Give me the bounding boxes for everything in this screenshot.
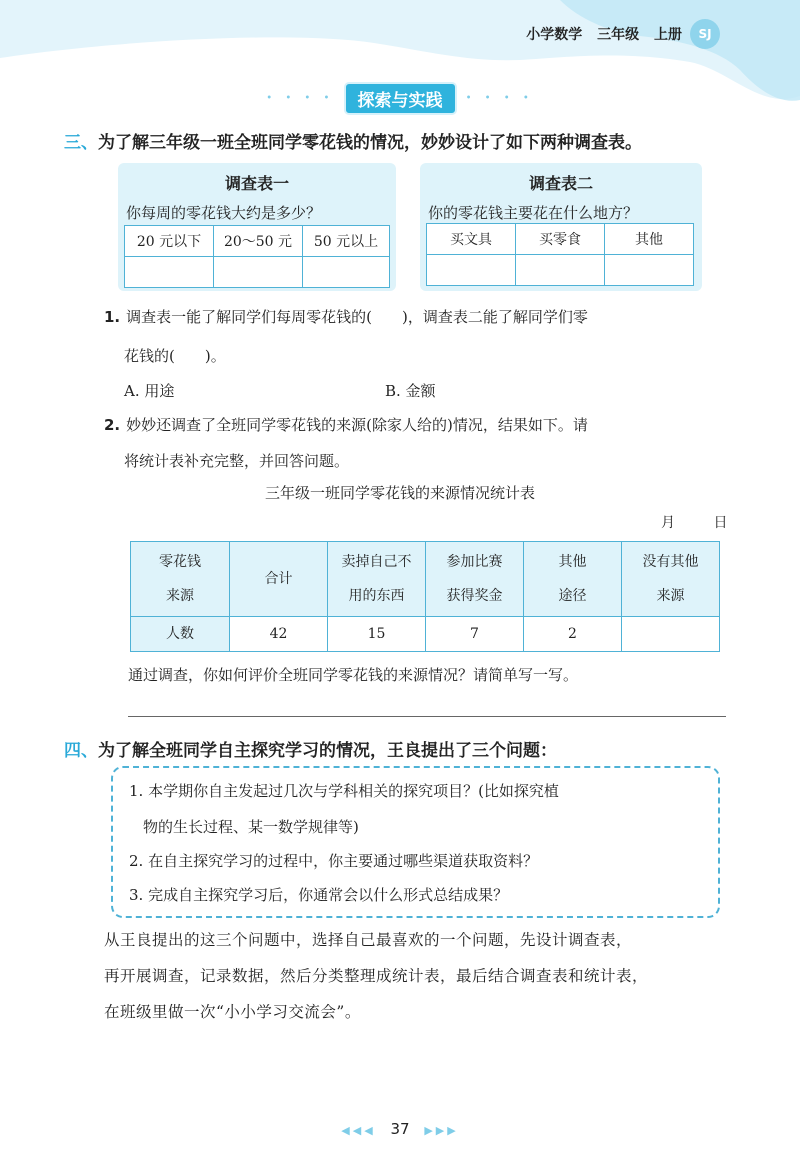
question-item: 1. 本学期你自主发起过几次与学科相关的探究项目？(比如探究植 — [129, 782, 559, 800]
survey-1-option: 20 元以下 — [125, 226, 214, 257]
stat-cell-sell: 15 — [328, 617, 426, 652]
survey-2-option: 其他 — [605, 224, 694, 255]
stat-header: 卖掉自己不 用的东西 — [328, 542, 426, 617]
question-4-title — [64, 736, 557, 761]
survey-2-question: 你的零花钱主要花在什么地方？ — [428, 204, 639, 222]
survey-1-question: 你每周的零花钱大约是多少？ — [126, 204, 322, 222]
stat-cell-none-blank[interactable] — [622, 617, 720, 652]
subquestion-2-line-2: 将统计表补充完整，并回答问题。 — [124, 452, 350, 470]
question-3-number: 三、 — [64, 133, 98, 153]
option-a[interactable]: A. 用途 — [124, 382, 175, 400]
subquestion-1-line-1 — [104, 306, 588, 327]
survey-2-answer-cell[interactable] — [516, 255, 605, 286]
stat-header: 合计 — [230, 542, 328, 617]
survey-2-table — [426, 223, 694, 286]
subquestion-2-text: 妙妙还调查了全班同学零花钱的来源(除家人给的)情况，结果如下。请 — [126, 416, 588, 434]
question-item: 2. 在自主探究学习的过程中，你主要通过哪些渠道获取资料？ — [129, 852, 539, 870]
stat-header: 没有其他 来源 — [622, 542, 720, 617]
subquestion-2-line-1 — [104, 414, 588, 435]
stat-header: 其他 途径 — [524, 542, 622, 617]
stat-table-date: 月 日 — [661, 515, 728, 531]
stat-header: 参加比赛 获得奖金 — [426, 542, 524, 617]
survey-2-option: 买零食 — [516, 224, 605, 255]
stat-row-label: 人数 — [131, 617, 230, 652]
stat-table — [130, 541, 720, 652]
survey-card-2 — [420, 163, 702, 291]
dots-left: • • • • — [266, 93, 335, 104]
survey-2-answer-cell[interactable] — [605, 255, 694, 286]
question-4-text: 为了解全班同学自主探究学习的情况，王良提出了三个问题： — [98, 741, 557, 761]
subquestion-1-text: 调查表一能了解同学们每周零花钱的( )，调查表二能了解同学们零 — [126, 308, 588, 326]
question-item: 3. 完成自主探究学习后，你通常会以什么形式总结成果？ — [129, 886, 509, 904]
stat-cell-total: 42 — [230, 617, 328, 652]
dots-right: • • • • — [465, 93, 534, 104]
survey-1-option: 20～50 元 — [214, 226, 303, 257]
question-3-title — [64, 128, 642, 153]
answer-line[interactable] — [128, 716, 726, 717]
question-3-text: 为了解三年级一班全班同学零花钱的情况，妙妙设计了如下两种调查表。 — [98, 133, 642, 153]
page-number: 37 — [390, 1120, 410, 1138]
survey-card-1 — [118, 163, 396, 291]
book-info: 小学数学 三年级 上册 — [526, 27, 682, 43]
stat-cell-prize: 7 — [426, 617, 524, 652]
grade-badge: SJ — [690, 19, 720, 49]
survey-2-title: 调查表二 — [528, 174, 593, 193]
instruction-line: 在班级里做一次“小小学习交流会”。 — [104, 1003, 361, 1021]
survey-2-answer-cell[interactable] — [427, 255, 516, 286]
subquestion-1-number: 1. — [104, 308, 121, 326]
section-title: 探索与实践 — [344, 82, 457, 115]
subquestion-1-line-2: 花钱的( )。 — [124, 347, 226, 365]
arrows-left-icon: ◀◀◀ — [341, 1124, 376, 1137]
subquestion-2-number: 2. — [104, 416, 121, 434]
stat-table-title: 三年级一班同学零花钱的来源情况统计表 — [264, 484, 535, 502]
survey-1-answer-cell[interactable] — [214, 257, 303, 288]
survey-1-option: 50 元以上 — [303, 226, 390, 257]
stat-header: 零花钱 来源 — [131, 542, 230, 617]
question-4-number: 四、 — [64, 741, 98, 761]
page-footer — [0, 1120, 800, 1138]
question-list-box — [111, 766, 720, 918]
followup-question: 通过调查，你如何评价全班同学零花钱的来源情况？请简单写一写。 — [128, 666, 579, 684]
option-b[interactable]: B. 金额 — [385, 382, 436, 400]
arrows-right-icon: ▶▶▶ — [424, 1124, 459, 1137]
instruction-line: 再开展调查，记录数据，然后分类整理成统计表，最后结合调查表和统计表， — [104, 967, 649, 985]
survey-1-answer-cell[interactable] — [125, 257, 214, 288]
question-item: 物的生长过程、某一数学规律等) — [143, 818, 359, 836]
survey-1-title: 调查表一 — [224, 174, 289, 193]
survey-1-answer-cell[interactable] — [303, 257, 390, 288]
survey-2-option: 买文具 — [427, 224, 516, 255]
stat-cell-other: 2 — [524, 617, 622, 652]
survey-1-table — [124, 225, 390, 288]
section-heading — [0, 82, 800, 115]
instruction-line: 从王良提出的这三个问题中，选择自己最喜欢的一个问题，先设计调查表， — [104, 931, 633, 949]
